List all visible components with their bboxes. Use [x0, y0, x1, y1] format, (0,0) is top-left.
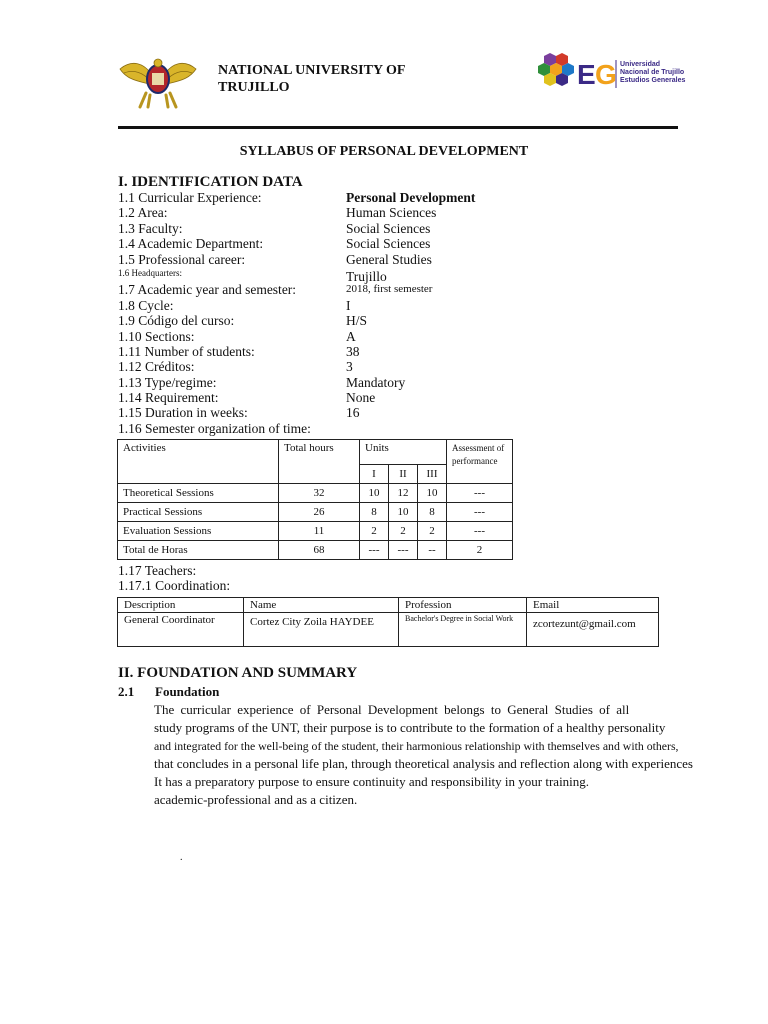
unit-label: II	[389, 465, 418, 484]
table-row	[118, 484, 513, 503]
cell-unit-2: 12	[389, 484, 418, 503]
cell-assessment: ---	[447, 484, 513, 503]
table-row	[118, 613, 659, 647]
header-activities: Activities	[118, 440, 279, 484]
id-row-headquarters	[118, 267, 578, 282]
identification-list	[118, 190, 578, 436]
id-row-credits	[118, 359, 578, 374]
section-1-heading: I. IDENTIFICATION DATA	[118, 174, 303, 190]
subsection-title: Foundation	[155, 684, 220, 699]
header-total-hours: Total hours	[279, 440, 360, 484]
university-name-line1: NATIONAL UNIVERSITY OF	[218, 63, 406, 78]
cell-unit-3: 8	[418, 503, 447, 522]
id-value: A	[346, 328, 356, 344]
cell-unit-1: 10	[360, 484, 389, 503]
paragraph-line: study programs of the UNT, their purpose is to contribute to the formation of a healthy personality	[154, 720, 666, 735]
time-organization-table	[117, 439, 513, 560]
paragraph-line: It has a preparatory purpose to ensure continuity and responsibility in your training.	[154, 774, 590, 789]
id-key: 1.12 Créditos:	[118, 359, 195, 375]
cell-profession: Bachelor's Degree in Social Work	[399, 613, 527, 647]
id-key: 1.8 Cycle:	[118, 297, 174, 313]
id-row-department	[118, 236, 578, 251]
cell-assessment: 2	[447, 541, 513, 560]
header-description: Description	[118, 598, 244, 613]
header-email: Email	[527, 598, 659, 613]
cell-activity: Total de Horas	[118, 541, 279, 560]
id-key: 1.6 Headquarters:	[118, 267, 182, 278]
id-row-type	[118, 375, 578, 390]
id-value: Personal Development	[346, 190, 476, 205]
cell-unit-3: 10	[418, 484, 447, 503]
id-row-sections	[118, 329, 578, 344]
subsection-number: 2.1	[118, 684, 135, 699]
id-row-area	[118, 205, 578, 220]
paragraph-line: The curricular experience of Personal Development belongs to General Studies of all	[154, 702, 630, 717]
cell-unit-1: 8	[360, 503, 389, 522]
cell-activity: Evaluation Sessions	[118, 522, 279, 541]
subsection-2-1-heading	[118, 684, 219, 700]
unit-label: I	[360, 465, 389, 484]
id-value: None	[346, 390, 376, 406]
cell-activity: Theoretical Sessions	[118, 484, 279, 503]
cell-unit-2: 2	[389, 522, 418, 541]
id-key: 1.1 Curricular Experience:	[118, 190, 262, 205]
logo-caption	[620, 61, 685, 85]
cell-name: Cortez City Zoila HAYDEE	[244, 613, 399, 647]
id-key: 1.4 Academic Department:	[118, 236, 264, 252]
id-value: 3	[346, 359, 353, 375]
id-row-career	[118, 252, 578, 267]
coordination-table	[117, 597, 659, 647]
header-divider	[118, 126, 678, 129]
paragraph-line: that concludes in a personal life plan, through theoretical analysis and reflection along with experiences	[154, 756, 693, 771]
cell-unit-2: 10	[389, 503, 418, 522]
header-profession: Profession	[399, 598, 527, 613]
section-2-heading: II. FOUNDATION AND SUMMARY	[118, 665, 358, 681]
cell-assessment: ---	[447, 503, 513, 522]
paragraph-line: and integrated for the well-being of the student, their harmonious relationship with themselves and with others,	[154, 739, 679, 753]
id-row-requirement	[118, 390, 578, 405]
cell-activity: Practical Sessions	[118, 503, 279, 522]
table-header-row	[118, 598, 659, 613]
id-key: 1.13 Type/regime:	[118, 374, 217, 390]
id-row-course-code	[118, 313, 578, 328]
id-row-students	[118, 344, 578, 359]
id-value: Social Sciences	[346, 220, 431, 236]
table-row	[118, 522, 513, 541]
cell-assessment: ---	[447, 522, 513, 541]
id-row-faculty	[118, 221, 578, 236]
table-row	[118, 503, 513, 522]
cell-hours: 26	[279, 503, 360, 522]
id-key: 1.11 Number of students:	[118, 343, 255, 359]
foundation-paragraph	[154, 701, 734, 809]
id-key: 1.16 Semester organization of time:	[118, 420, 311, 436]
teachers-block	[118, 563, 230, 593]
cell-email: zcortezunt@gmail.com	[527, 613, 659, 647]
cell-unit-3: 2	[418, 522, 447, 541]
id-key: 1.14 Requirement:	[118, 390, 219, 406]
university-name-line2: TRUJILLO	[218, 80, 290, 95]
id-row-academic-year	[118, 282, 578, 297]
coordination-label: 1.17.1 Coordination:	[118, 578, 231, 593]
cell-unit-2: ---	[389, 541, 418, 560]
university-crest-logo	[118, 55, 198, 109]
id-value: Mandatory	[346, 374, 406, 390]
logo-letters-g: G	[595, 59, 617, 90]
id-key: 1.9 Código del curso:	[118, 313, 235, 329]
paragraph-line: academic-professional and as a citizen.	[154, 792, 358, 807]
id-value: Social Sciences	[346, 236, 431, 252]
id-row-curricular-experience	[118, 190, 578, 205]
header-assessment: Assessment of performance	[447, 440, 513, 484]
header-units: Units	[360, 440, 447, 465]
unit-label: III	[418, 465, 447, 484]
teachers-label: 1.17 Teachers:	[118, 563, 197, 578]
id-value: Trujillo	[346, 268, 387, 284]
id-value: Human Sciences	[346, 205, 437, 221]
id-value: General Studies	[346, 251, 432, 267]
id-key: 1.2 Area:	[118, 205, 168, 221]
id-key: 1.5 Professional career:	[118, 251, 246, 267]
id-value: I	[346, 297, 351, 313]
cell-unit-3: --	[418, 541, 447, 560]
id-key: 1.10 Sections:	[118, 328, 195, 344]
id-value: H/S	[346, 313, 368, 329]
university-name	[218, 62, 438, 96]
id-value: 2018, first semester	[346, 283, 433, 296]
cell-unit-1: ---	[360, 541, 389, 560]
cell-hours: 68	[279, 541, 360, 560]
cell-description: General Coordinator	[118, 613, 244, 647]
logo-caption-line3: Estudios Generales	[620, 77, 686, 84]
cell-hours: 11	[279, 522, 360, 541]
id-key: 1.15 Duration in weeks:	[118, 405, 248, 421]
id-row-duration	[118, 405, 578, 420]
id-value: 16	[346, 405, 360, 421]
id-key: 1.3 Faculty:	[118, 220, 183, 236]
table-row	[118, 541, 513, 560]
table-header-row	[118, 440, 513, 465]
stray-mark: .	[180, 852, 183, 863]
id-key: 1.7 Academic year and semester:	[118, 282, 297, 298]
header-name: Name	[244, 598, 399, 613]
id-row-time-organization	[118, 421, 578, 436]
id-value: 38	[346, 343, 360, 359]
logo-letters-e: E	[577, 59, 596, 90]
id-row-cycle	[118, 298, 578, 313]
document-title: SYLLABUS OF PERSONAL DEVELOPMENT	[239, 144, 529, 159]
cell-unit-1: 2	[360, 522, 389, 541]
cell-hours: 32	[279, 484, 360, 503]
logo-caption-line1: Universidad	[620, 61, 661, 68]
estudios-generales-logo	[536, 50, 696, 94]
logo-caption-line2: Nacional de Trujillo	[620, 69, 685, 76]
